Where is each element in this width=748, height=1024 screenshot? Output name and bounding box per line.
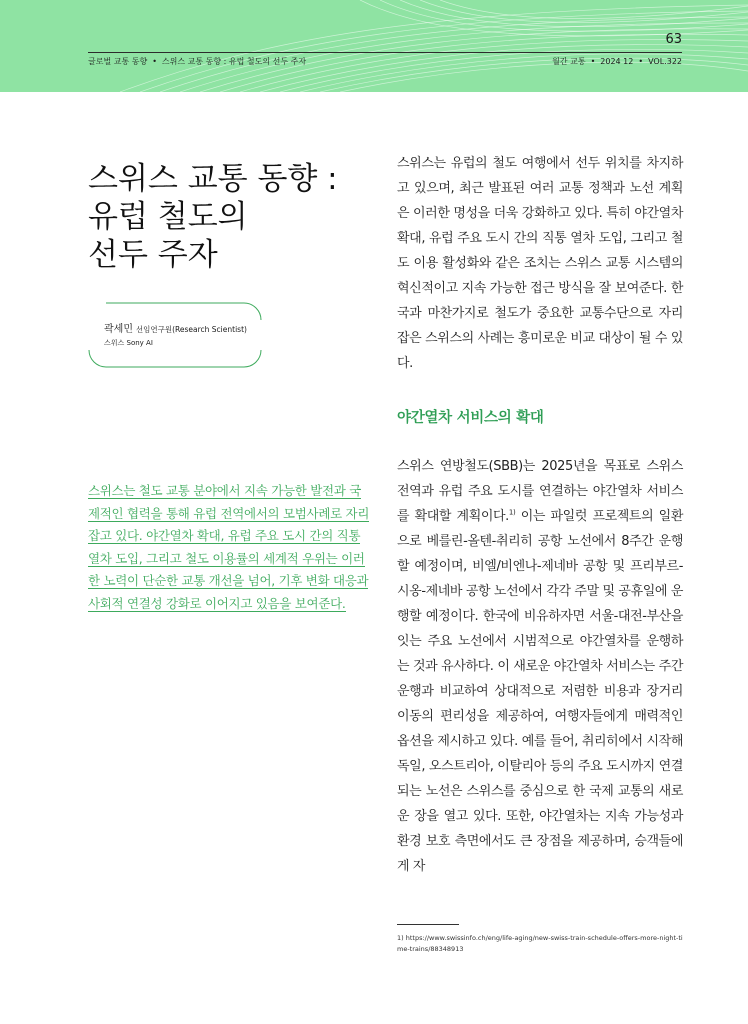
header-breadcrumb: [88, 56, 306, 67]
header-banner: [0, 0, 748, 92]
separator-dot: •: [152, 57, 157, 66]
title-line: 스위스 교통 동향 :: [88, 161, 338, 197]
footnote: [397, 933, 687, 955]
separator-dot: •: [638, 57, 644, 66]
section-paragraph: [397, 454, 683, 879]
paragraph-text: 스위스 연방철도(SBB)는 2025년을 목표로 스위스 전역과 유럽 주요 도시를 연결하는 야간열차 서비스를 확대할 계획이다.: [397, 459, 683, 524]
section-heading: 야간열차 서비스의 확대: [397, 410, 544, 426]
footnote-reference[interactable]: 1): [508, 508, 516, 517]
intro-paragraph: 스위스는 유럽의 철도 여행에서 선두 위치를 차지하고 있으며, 최근 발표된 여러 교통 정책과 노선 계획은 이러한 명성을 더욱 강화하고 있다. 특히 야간열차 확대, 유럽 주요 도시 간의 직통 열차 도입, 그리고 철도 이용 활성화와 같은 조치는 스위스 교통 시스템의 혁신적이고 지속 가능한 접근 방식을 잘 보여준다. 한국과 마찬가지로 철도가 중요한 교통수단으로 자리 잡은 스위스의 사례는 흥미로운 비교 대상이 될 수 있다.: [397, 156, 683, 371]
author-affiliation: 스위스 Sony AI: [104, 339, 153, 347]
paragraph-text: 이는 파일럿 프로젝트의 일환으로 베를린-올텐-취리히 공항 노선에서 8주간 운행할 예정이며, 비엘/비엔나-제네바 공항 및 프리부르-시옹-제네바 공항 노선에서 각각 주말 및 공휴일에 운행할 예정이다. 한국에 비유하자면 서울-대전-부산을 잇는 주요 노선에서 시범적으로 야간열차를 운행하는 것과 유사하다. 이 새로운 야간열차 서비스는 주간 운행과 비교하여 상대적으로 저렴한 비용과 장거리 이동의 편리성을 제공하여, 여행자들에게 매력적인 옵션을 제시하고 있다. 예를 들어, 취리히에서 시작해 독일, 오스트리아, 이탈리아 등의 주요 도시까지 연결되는 노선은 스위스를 중심으로 한 국제 교통의 새로운 장을 열고 있다. 또한, 야간열차는 지속 가능성과 환경 보호 측면에서도 큰 장점을 제공하며, 승객들에게 자: [397, 509, 683, 874]
footnote-rule: [397, 924, 459, 925]
author-box: [88, 302, 262, 368]
author-name-line: [104, 320, 247, 335]
pull-quote-text: 스위스는 철도 교통 분야에서 지속 가능한 발전과 국제적인 협력을 통해 유럽 전역에서의 모범사례로 자리 잡고 있다. 야간열차 확대, 유럽 주요 도시 간의 직통 열차 도입, 그리고 철도 이용률의 세계적 우위는 이러한 노력이 단순한 교통 개선을 넘어, 기후 변화 대응과 사회적 연결성 강화로 이어지고 있음을 보여준다.: [88, 483, 370, 611]
author-frame: [88, 302, 262, 368]
title-line: 선두 주자: [88, 237, 218, 273]
header-article-title: 스위스 교통 동향 : 유럽 철도의 선두 주자: [161, 57, 307, 66]
author-role: 선임연구원(Research Scientist): [135, 325, 247, 334]
header-rule: [88, 52, 682, 53]
magazine-name: 월간 교통: [552, 57, 586, 66]
footnote-link[interactable]: https://www.swissinfo.ch/eng/life-aging/new-swiss-train-schedule-offers-more-night-time-trains/88348913: [397, 934, 683, 953]
author-name: 곽세민: [104, 324, 133, 335]
article-title: [88, 160, 388, 274]
title-line: 유럽 철도의: [88, 199, 248, 235]
issue-volume: VOL.322: [648, 57, 682, 66]
header-issue-info: [552, 56, 682, 67]
wave-pattern: [0, 0, 748, 92]
pull-quote: [88, 480, 370, 615]
issue-date: 2024 12: [600, 57, 634, 66]
page-number: 63: [665, 32, 682, 47]
footnote-marker: 1): [397, 934, 404, 942]
separator-dot: •: [590, 57, 596, 66]
header-section: 글로벌 교통 동향: [88, 57, 148, 66]
